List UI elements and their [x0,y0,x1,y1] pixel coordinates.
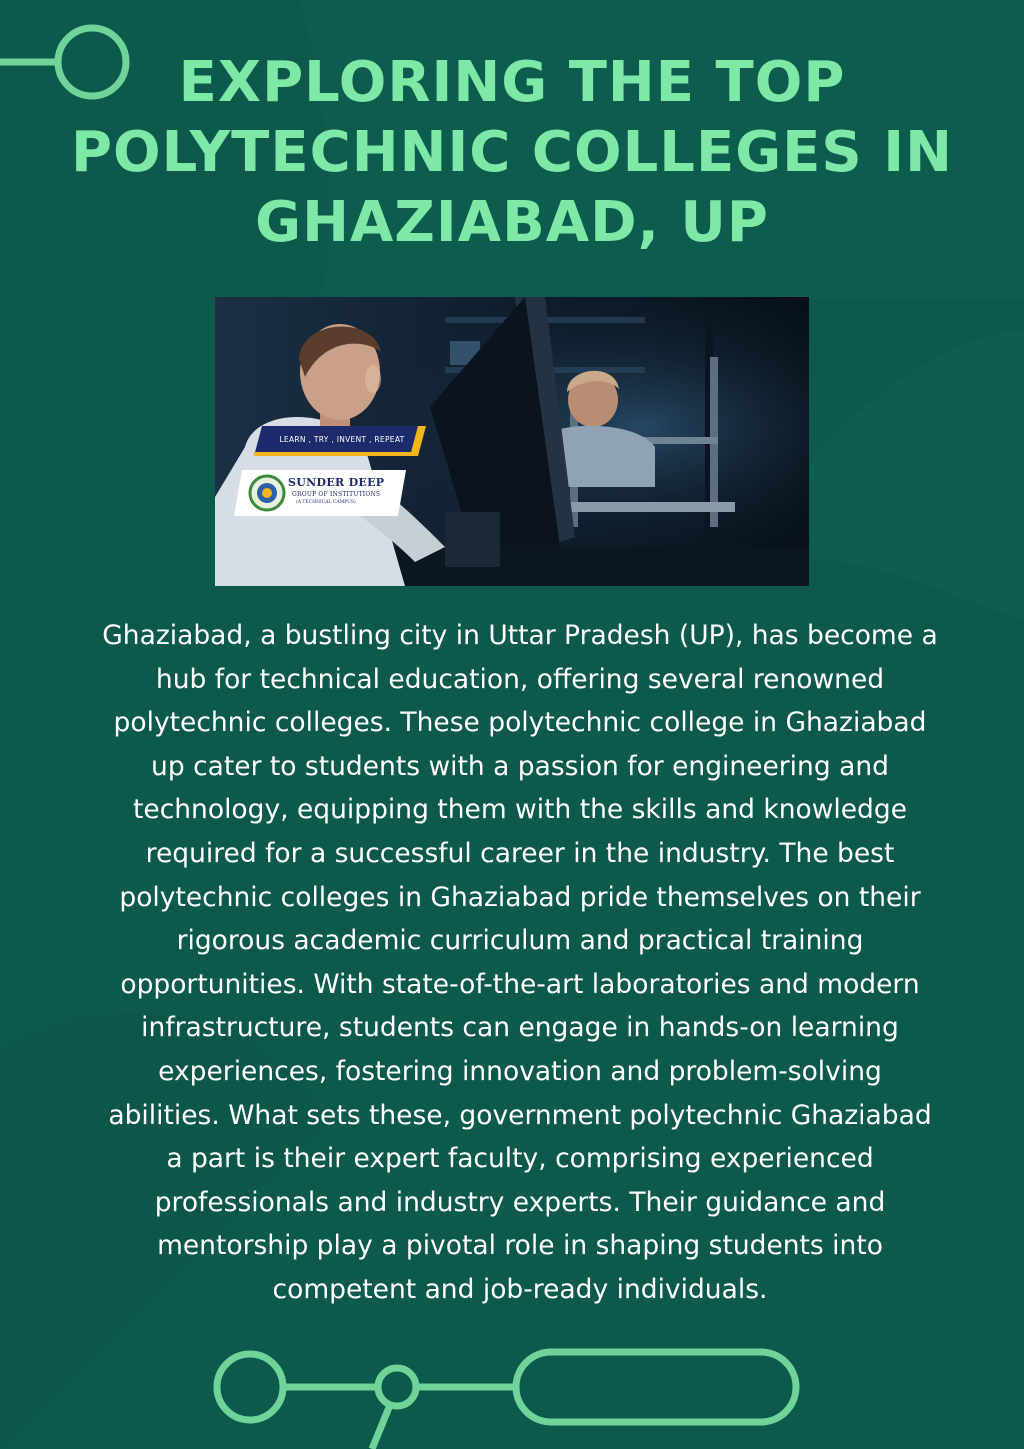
body-line: rigorous academic curriculum and practical training [176,925,864,957]
body-line: abilities. What sets these, government polytechnic Ghaziabad [108,1099,932,1131]
body-line: experiences, fostering innovation and problem-solving [158,1055,882,1087]
body-line: infrastructure, students can engage in hands-on learning [141,1012,899,1044]
title-line: EXPLORING THE TOP [178,50,846,115]
logo-subtitle: GROUP OF INSTITUTIONS [292,491,381,498]
title-line: POLYTECHNIC COLLEGES IN [71,120,953,185]
body-line: Ghaziabad, a bustling city in Uttar Pradesh (UP), has become a [102,620,938,651]
body-line: a part is their expert faculty, comprising experienced [166,1143,874,1175]
tagline-text: LEARN , TRY , INVENT , REPEAT [279,435,405,444]
page-title [0,48,1024,258]
body-line: technology, equipping them with the skills and knowledge [133,794,907,826]
logo-subtitle-small: (A TECHNICAL CAMPUS) [296,500,356,505]
body-line: mentorship play a pivotal role in shaping students into [157,1230,883,1262]
body-line: hub for technical education, offering several renowned [155,663,885,695]
body-paragraph [52,614,988,1312]
body-line: up cater to students with a passion for engineering and [151,750,889,782]
body-line: polytechnic colleges in Ghaziabad pride themselves on their [119,881,921,913]
circuit-connector-bottom-icon [0,1330,1024,1449]
body-line: competent and job-ready individuals. [272,1273,768,1305]
body-line: polytechnic colleges. These polytechnic college in Ghaziabad [113,707,927,739]
body-line: opportunities. With state-of-the-art laboratories and modern [120,968,920,1000]
body-line: required for a successful career in the industry. The best [145,837,895,869]
title-line: GHAZIABAD, UP [255,190,769,255]
body-line: professionals and industry experts. Their guidance and [154,1186,886,1218]
logo-name: SUNDER DEEP [288,476,385,489]
